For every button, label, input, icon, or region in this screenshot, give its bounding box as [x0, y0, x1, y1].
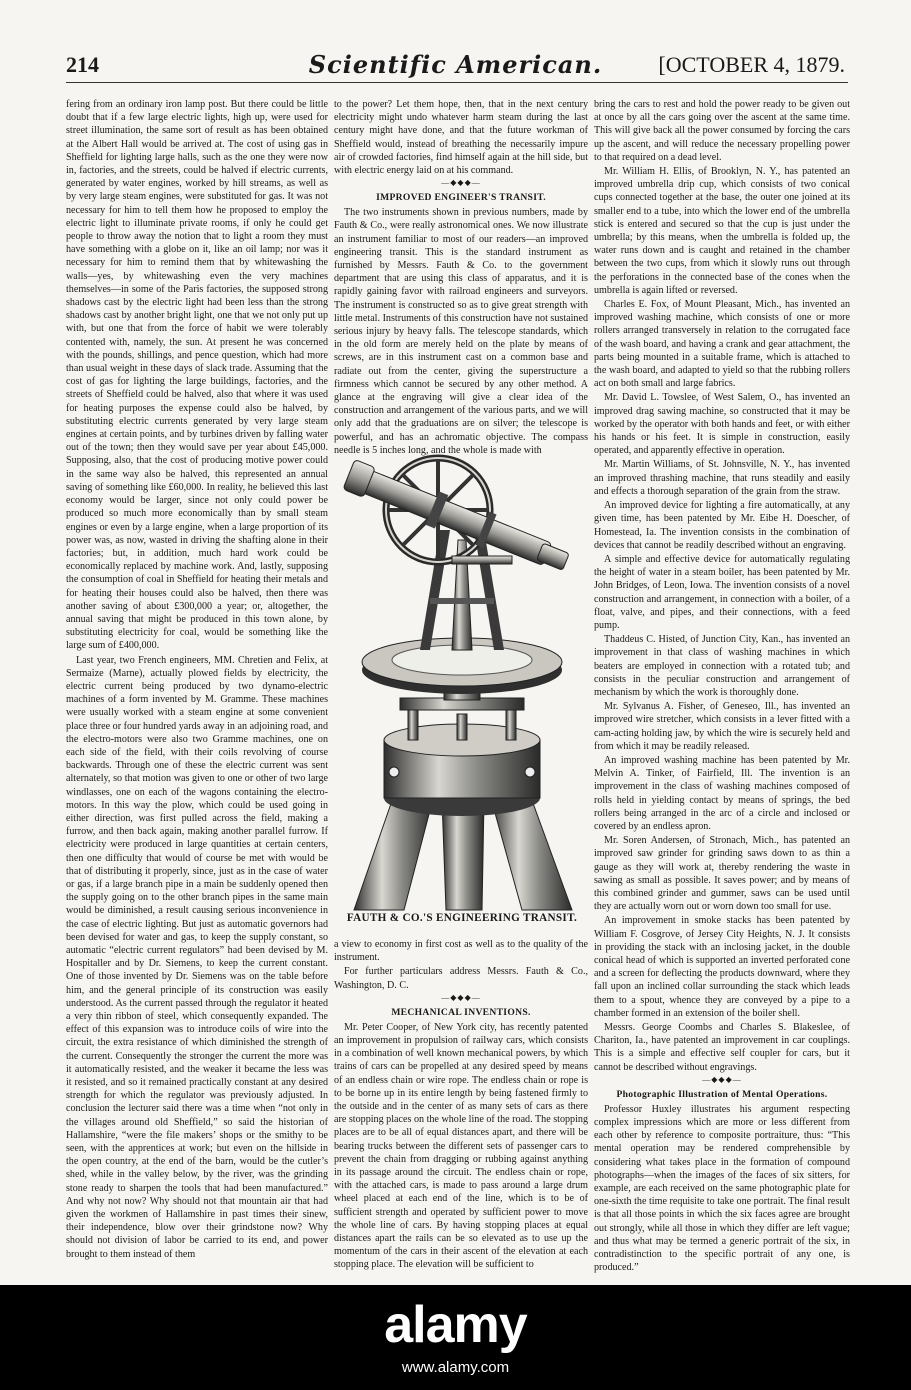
- transit-engraving: [334, 380, 590, 910]
- article-paragraph: Charles E. Fox, of Mount Pleasant, Mich., has invented an improved washing machine, which consists of one or more rollers arranged transversely in relation to the corrugated face of the wash board, and having a crank and gear attachment, the parts being mounted in a suitable frame, which is attached to the wash board, and adapted to yield so that the rubbing rollers act on both small and large fabrics.: [594, 299, 850, 390]
- watermark-url: www.alamy.com: [401, 1359, 510, 1376]
- header-rule: [66, 82, 848, 83]
- article-paragraph: bring the cars to rest and hold the power ready to be given out at once by all the cars going over the ascent at the same time. This will give back all the power consumed by forcing the cars up the ascent, and will reduce the necessary propelling power to that required on a dead level.: [594, 99, 850, 163]
- article-paragraph: Mr. William H. Ellis, of Brooklyn, N. Y., has patented an improved umbrella drip cup, which consists of two conical cups connected together at the base, the outer one joined at its smaller end to a tube, into which the lower end of the umbrella stick is entered and secured so that the cup is just under the umbrella; by this means, when the umbrella is folded up, the water runs down and is caught and retained in the chamber between the two cups, from which it slowly runs out through the perforations in the connected base of the cones when the umbrella is again lifted or reversed.: [594, 166, 850, 296]
- mechanical-paragraph: Mr. Peter Cooper, of New York city, has recently patented an improvement in propulsion of railway cars, which consists in a combination of well known mechanical powers, by which trains of cars can be propelled at any desired speed by means of an endless chain or wire rope. The endless chain or rope is to be borne up in its entire length by being fastened firmly to the outside and in the center of as many sets of cars as there are stopping places on the whole line of the road. The stopping places are to be all of equal distances apart, and there will be bearing trucks between the different sets of passenger cars to prevent the chain from dragging or rubbing against anything in its passage around the circuit. The endless chain or rope, with the attached cars, is made to pass around a large drum wheel placed at each end of the line, which is to be of sufficient strength and operated by sufficient power to move the whole line of cars. By having stopping places at equal distances apart the rails can be so elevated as to use up the momentum of the cars in their ascent of the elevation at each stopping place. The elevation will be sufficient to: [334, 1021, 588, 1271]
- watermark-logo: alamy: [384, 1296, 527, 1354]
- article-paragraph: Last year, two French engineers, MM. Chretien and Felix, at Sermaize (Marne), actually plowed fields by electricity, the electric current being produced by two dynamo-electric machines of a form invented by M. Gramme. These machines were usually worked with a steam engine at some convenient place three or four hundred yards away in an adjoining road, and the electro-motors were also two Gramme machines, one on each side of the field, with their coils revolving of course backwards. Through one of these the electric current was sent alternately, so that motion was given to one or other of two large windlasses, one on each of the wagons containing the electro-motors. In this way the plow, which could be used going in either direction, was first pulled across the field, making a furrow, and then back again, making another parallel furrow. If electricity were produced in large quantities at certain centers, then one difficulty that would of course be met with would be that of distributing it properly, since, just as in the case of water or gas, if a large branch pipe in a main be suddenly opened then the supply going on to the other branch pipes in the same main would be diminished, a result causing serious inconvenience in the case of electric lighting. But just as automatic governors had been devised for water and gas, to keep the supply constant, so automatic “electric current regulators” had been devised by M. Hospitaller and by Dr. Siemens, to keep the current constant. One of those invented by Dr. Siemens was on the table before him, and the general principle of its construction was easily understood. As the current passed through the regulator it heated a very thin ribbon of steel, which consequently expanded. The effect of this expansion was to introduce coils of wire into the circuit, the extra resistance of which diminished the strength of the current. Consequently the stronger the current the more was it automatically resisted, and the weaker it became the less was it resisted, and so it remained practically constant at any desired strength for which the regulator was previously adjusted. In conclusion the lecturer said there was a time when “not only in the villages around old Sheffield,” so said the historian of Hallamshire, “were the file makers’ shops or the smithy to be seen, with the apprentices at work; but even on the hillside in the open country, at the end of the barn, would be the cutler’s shed, while in the valley below, by the river, was the grinding stone ready to sharpen the tools that had been manufactured.” And why not now? Why should not that mountain air that had given the workmen of Hallamshire in past times their sinew, their independence, blow over their grindstone now? Why should not division of labor be carried to its end, and power brought to them instead of them: [66, 654, 328, 1260]
- page-number: 214: [66, 52, 99, 77]
- issue-date: [OCTOBER 4, 1879.: [658, 52, 845, 77]
- column-middle-bottom: [334, 938, 588, 1271]
- article-paragraph: Mr. Martin Williams, of St. Johnsville, N. Y., has invented an improved thrashing machine, that runs steadily and easily and effects a thorough separation of the grain from the straw.: [594, 459, 850, 497]
- photo-heading: Photographic Illustration of Mental Operations.: [616, 1088, 828, 1100]
- article-paragraph: fering from an ordinary iron lamp post. But there could be little doubt that if a few large electric lights, high up, were used for street illumination, the same sort of result as has been obtained at the Albert Hall would be arrived at. The cost of using gas in Sheffield for lighting large halls, such as the one they were now in, factories, and the streets, could be halved if electric currents, generated by water engines, worked by hill streams, as well as by very large steam engines, were substituted for gas. It was not necessary for him to tell them how he proposed to employ the electric light to illuminate private rooms, if only he could get people to throw away the notion that to light a room they must have something with a globe on it, like an oil lamp; nor was it necessary for him to remind them that by whitewashing the walls—yes, by whitewashing even the very machines themselves—in some of the Paris factories, the supposed strong shadows cast by the electric light had been less than the strong shadows cast by another bright light, one that we not only put up with, but one that from the force of habit we were tolerably contented with, namely, the sun. At present he was concerned with the pounds, shillings, and pence question, which had more than usual weight in these days of slack trade. Assuming that the cost of gas for lighting the large buildings, factories, and the streets of Sheffield could be halved, also that where it was used for heating purposes the expense could also be halved, by substituting electric currents generated by very large steam engines at certain points, and by turbines driven by falling water out of the town; then they would save per year about £45,000. Supposing, also, that the cost of producing motive power could in the same way also be halved, this represented an annual saving of something like £60,000. In reality, he believed this last economy would be larger, since not only could power be produced so much more economically than by small steam engines or even by a large engine, when a large proportion of its power was, as now, wasted in driving the shafting alone in their factories; but, in addition, much hard work could be economically replaced by machine work. And, lastly, supposing the consumption of coal in Sheffield for heating their metals and for heating their houses could also be halved, then there was another saving of about £300,000 a year; or, altogether, the annual saving that might be produced in this town alone, by substituting electricity for coal, would be something like the large sum of £400,000.: [66, 99, 328, 652]
- article-paragraph: Thaddeus C. Histed, of Junction City, Kan., has invented an improvement in that class of washing machines in which beaters are employed in connection with a rotated tub; and consists in the peculiar construction and arrangement of mechanism by which the work is thoroughly done.: [594, 634, 850, 698]
- article-paragraph: Messrs. George Coombs and Charles S. Blakeslee, of Chariton, Ia., have patented an improvement in car couplings. This is a simple and effective self coupler for cars, but it cannot be described without engravings.: [594, 1022, 850, 1073]
- address-paragraph: For further particulars address Messrs. Fauth & Co., Washington, D. C.: [334, 966, 588, 991]
- article-paragraph: Mr. Sylvanus A. Fisher, of Geneseo, Ill., has invented an improved wire stretcher, which consists in a lever fitted with a cam-acting holding jaw, by which the wire is securely held and from which it may be readily released.: [594, 701, 850, 752]
- column-middle-top: [334, 98, 588, 456]
- section-ornament: —◆◆◆—: [441, 178, 481, 188]
- article-paragraph: Mr. Soren Andersen, of Stronach, Mich., has patented an improved saw grinder for grinding saws down to as thin a gauge as they will work at, thereby rendering the waste in sawing as small as possible. It saves power; and by means of this combined grinder and gummer, saws can be used until they are actually worn out or worn down too small for use.: [594, 835, 850, 913]
- article-paragraph: A simple and effective device for automatically regulating the height of water in a steam boiler, has been patented by Mr. John Bridges, of Leon, Iowa. The invention consists of a novel construction and arrangement, in connection with a boiler, of a float, valve, and pipes, and their connections, with a feed pump.: [594, 553, 850, 631]
- figure-caption: FAUTH & CO.'S ENGINEERING TRANSIT.: [346, 912, 578, 924]
- photo-paragraph: Professor Huxley illustrates his argument respecting complex impressions which are more or less different from each other by reference to composite portraiture, thus: “This mental operation may be rendered comprehensible by considering what takes place in the formation of compound photographs—when the images of the faces of six sitters, for example, are each received on the same photographic plate for one-sixth the time requisite to take one portrait. The final result is that all those points in which the six faces agree are brought out strongly, while all those in which they differ are left vague; and thus what may be termed a generic portrait of the six, in contradistinction to the specific portrait of any one, is produced.”: [594, 1103, 850, 1274]
- article-paragraph: a view to economy in first cost as well as to the quality of the instrument.: [334, 939, 588, 964]
- section-ornament: —◆◆◆—: [441, 992, 481, 1002]
- transit-heading: IMPROVED ENGINEER'S TRANSIT.: [376, 192, 546, 204]
- article-paragraph: Mr. David L. Towslee, of West Salem, O., has invented an improved drag sawing machine, so constructed that it may be worked by the operator with both hands and feet, or with either his hands or his feet. It is simple in construction, easily operated, and apparently effective in operation.: [594, 392, 850, 457]
- column-right: [594, 98, 850, 1274]
- article-paragraph: An improved device for lighting a fire automatically, at any given time, has been patented by Mr. Eibe H. Doescher, of Homestead, Ia. The invention consists in the combination of devices that cannot be readily described without an engraving.: [594, 500, 850, 551]
- article-paragraph: to the power? Let them hope, then, that in the next century electricity might undo whatever harm steam during the last century might have done, and that the future workman of Sheffield would, instead of breathing the necessarily impure air of crowded factories, find himself again at the hill side, but with electric energy laid on at his command.: [334, 99, 588, 177]
- mechanical-heading: MECHANICAL INVENTIONS.: [391, 1006, 531, 1018]
- transit-instrument-illustration: [334, 380, 590, 910]
- masthead: Scientific American.: [308, 50, 603, 79]
- article-paragraph: An improved washing machine has been patented by Mr. Melvin A. Tinker, of Fairfield, Ill. The invention is an improvement in the class of washing machines composed of rolls held in yielding contact by means of springs, the bed rollers being arranged in the arc of a circle and inclosed or covered by an endless apron.: [594, 754, 850, 832]
- transit-paragraph: The two instruments shown in previous numbers, made by Fauth & Co., were really astronomical ones. We now illustrate an instrument familiar to most of our readers—an improved engineering transit. This is the standard instrument as furnished by Messrs. Fauth & Co. to the government department that are using this class of apparatus, and it is rapidly gaining favor with railroad engineers and surveyors. The instrument is constructed so as to give great strength with little metal. Instruments of this construction have not sustained serious injury by heavy falls. The telescope standards, which in the old form are merely held on the plate by means of screws, are in this instrument cast on a common base and radiate out from the center, giving the superstructure a firmness which cannot be secured by any other method. A glance at the engraving will give a clear idea of the construction and arrangement of the various parts, and we will only add that the graduations are on silver; the telescope is powerful, and has an achromatic objective. The compass needle is 5 inches long, and the whole is made with: [334, 207, 588, 456]
- section-ornament: —◆◆◆—: [702, 1074, 742, 1084]
- column-left: [66, 98, 328, 1260]
- article-paragraph: An improvement in smoke stacks has been patented by William F. Cosgrove, of Jersey City Heights, N. J. It consists in providing the stack with an inclosing jacket, in the double conical head of which is supported an inverted perforated cone and a screen for deflecting the products downward, where they fall upon an inclined collar surrounding the stack which leads them to a spout, whence they are conveyed by a pipe to a chamber formed in an extension of the boiler shell.: [594, 915, 850, 1019]
